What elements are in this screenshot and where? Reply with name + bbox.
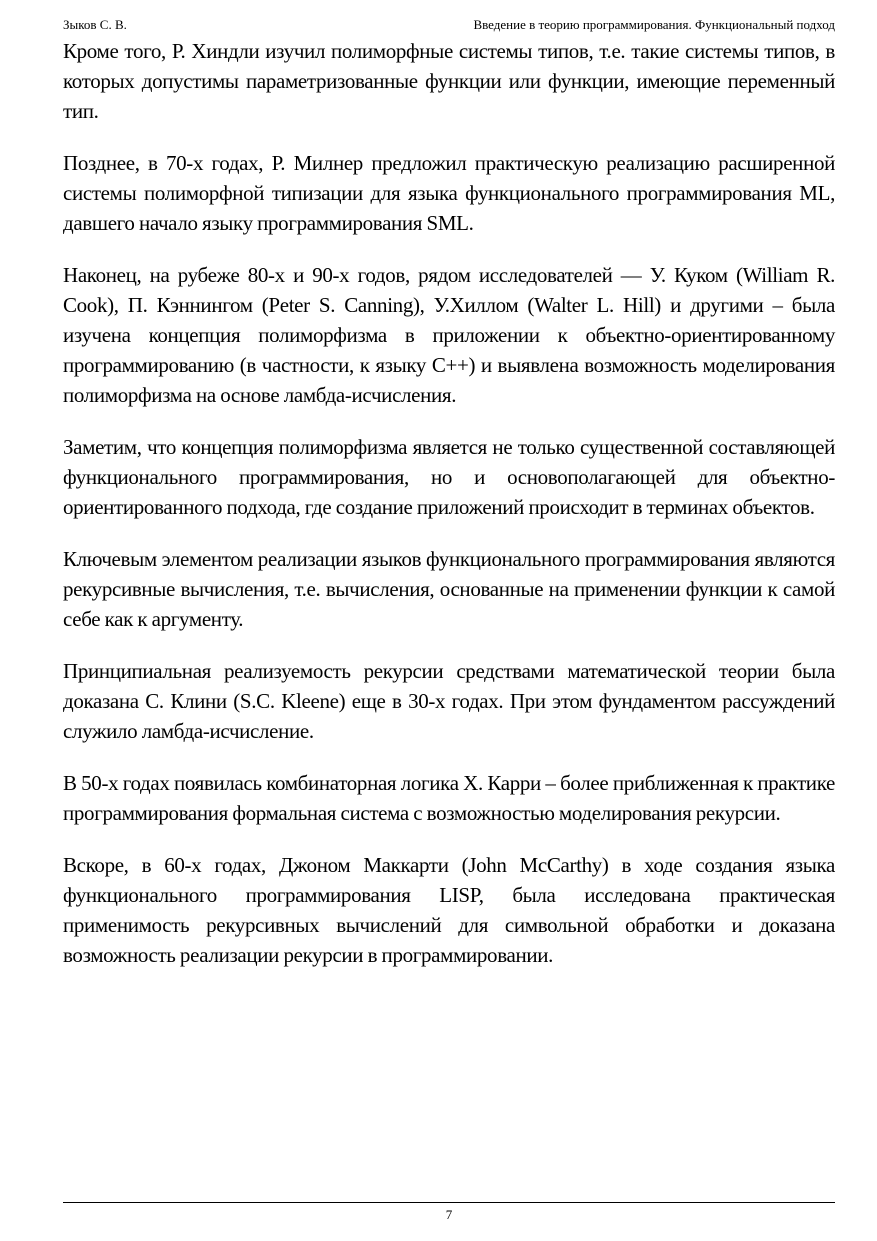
paragraph-8: Вскоре, в 60-х годах, Джоном Маккарти (John McCarthy) в ходе создания языка функционального программирования LISP, была исследована практическая применимость рекурсивных вычислений для символьной обработки и доказана возможность реализации рекурсии в программировании. — [63, 853, 835, 967]
header-author: Зыков С. В. — [63, 17, 127, 32]
page-body — [63, 36, 835, 992]
paragraph-2: Позднее, в 70-х годах, Р. Милнер предложил практическую реализацию расширенной системы полиморфной типизации для языка функционального программирования ML, давшего начало языку программирования SML. — [63, 151, 835, 235]
paragraph-7: В 50-х годах появилась комбинаторная логика Х. Карри – более приближенная к практике программирования формальная система с возможностью моделирования рекурсии. — [63, 771, 835, 825]
paragraph-3: Наконец, на рубеже 80-х и 90-х годов, рядом исследователей — У. Куком (William R. Cook), П. Кэннингом (Peter S. Canning), У.Хиллом (Walter L. Hill) и другими – была изучена концепция полиморфизма в приложении к объектно-ориентированному программированию (в частности, к языку C++) и выявлена возможность моделирования полиморфизма на основе ламбда-исчисления. — [63, 263, 835, 407]
paragraph-5: Ключевым элементом реализации языков функционального программирования являются рекурсивные вычисления, т.е. вычисления, основанные на применении функции к самой себе как к аргументу. — [63, 547, 835, 631]
paragraph-6: Принципиальная реализуемость рекурсии средствами математической теории была доказана С. Клини (S.C. Kleene) еще в 30-х годах. При этом фундаментом рассуждений служило ламбда-исчисление. — [63, 659, 835, 743]
paragraph-4: Заметим, что концепция полиморфизма является не только существенной составляющей функционального программирования, но и основополагающей для объектно-ориентированного подхода, где создание приложений происходит в терминах объектов. — [63, 435, 835, 519]
footer-divider — [63, 1202, 835, 1203]
paragraph-1: Кроме того, Р. Хиндли изучил полиморфные системы типов, т.е. такие системы типов, в которых допустимы параметризованные функции или функции, имеющие переменный тип. — [63, 39, 835, 123]
page-header — [63, 15, 835, 35]
header-title: Введение в теорию программирования. Функциональный подход — [473, 17, 835, 32]
page-number: 7 — [445, 1207, 453, 1222]
